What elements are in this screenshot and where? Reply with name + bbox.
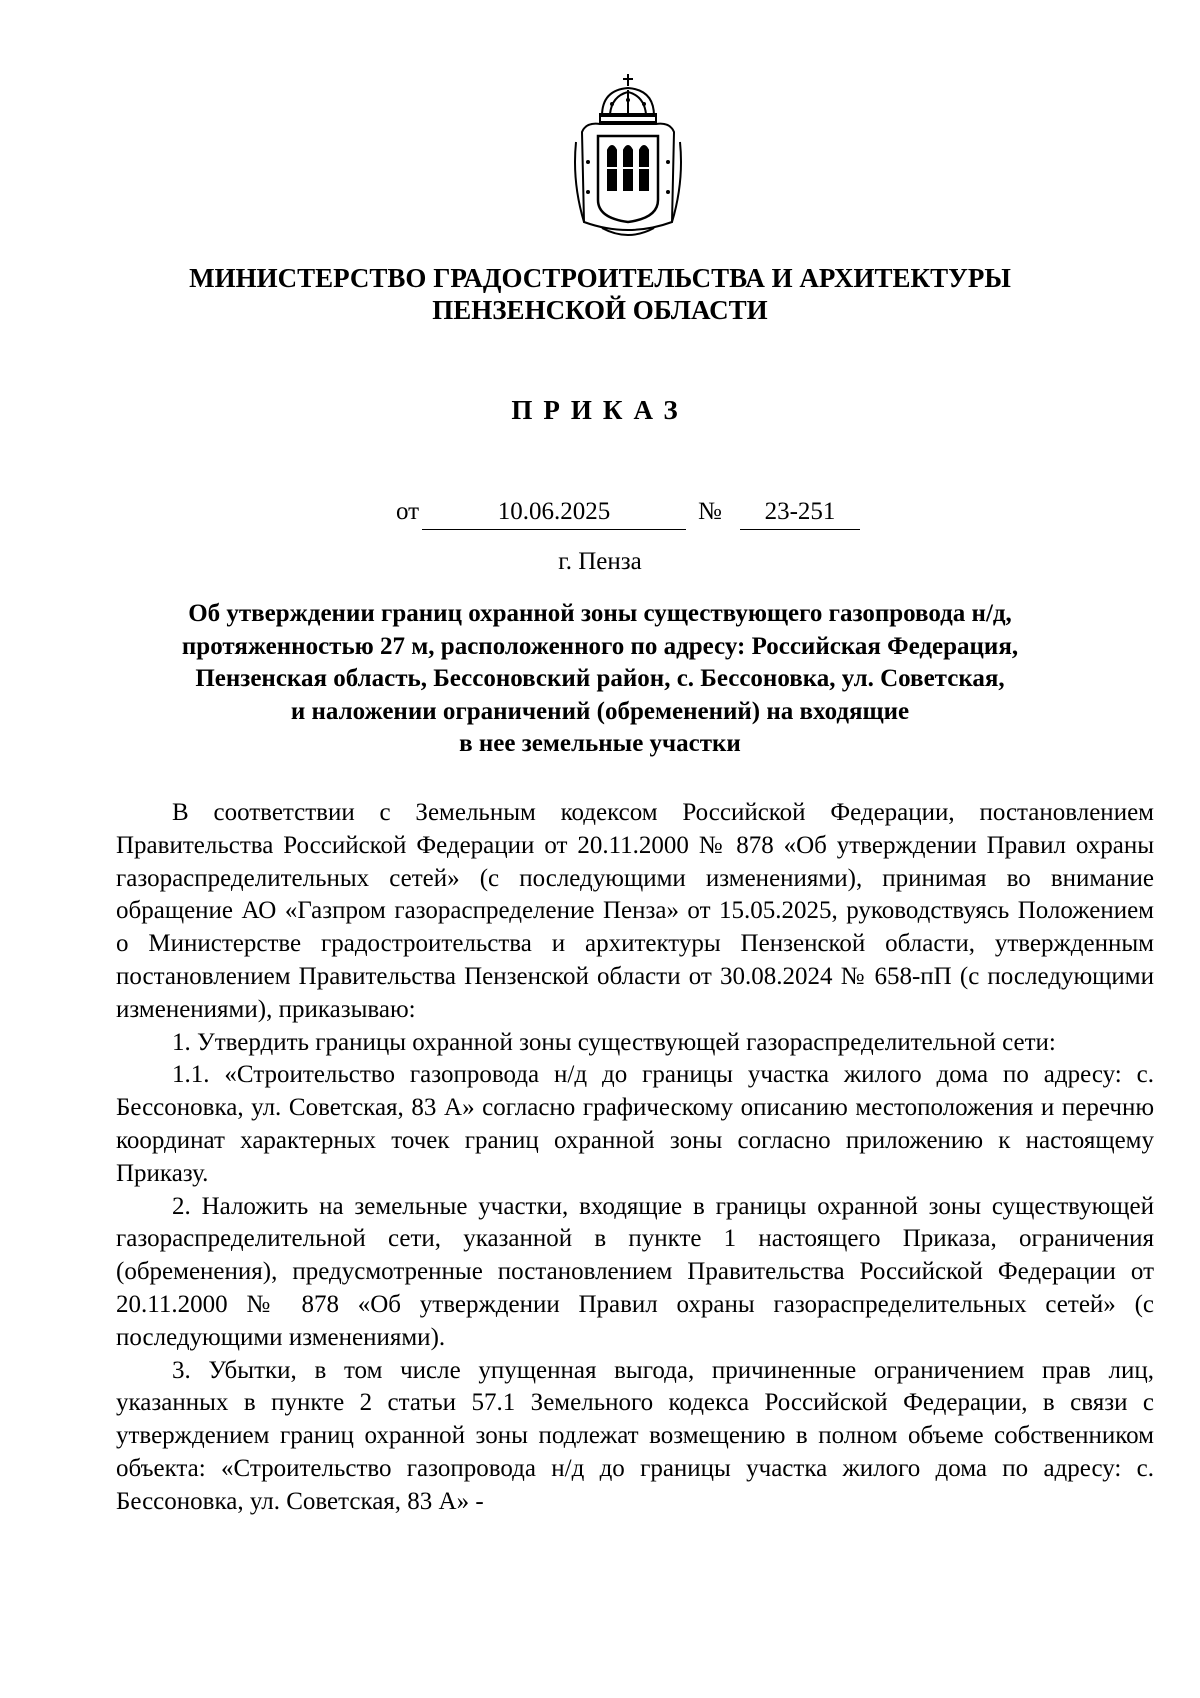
subject-line-4: и наложении ограничений (обременений) на входящие xyxy=(290,697,910,725)
paragraph-item-1: 1. Утвердить границы охранной зоны существующей газораспределительной сети: xyxy=(172,1028,1056,1056)
paragraph-item-2: 2. Наложить на земельные участки, входящие в границы охранной зоны существующей газораспределительной сети, указанной в пункте 1 настоящего Приказа, ограничения (обременения), предусмотренные постановлением Правительства Российской Федерации от 20.11.2000 № 878 «Об утверждении Правил охраны газораспределительных сетей» (с последующими изменениями). xyxy=(116,1192,1154,1351)
document-type: ПРИКАЗ xyxy=(511,395,689,425)
number-label: № xyxy=(698,498,722,525)
coat-of-arms-icon xyxy=(572,72,684,240)
city: г. Пенза xyxy=(558,548,642,575)
ministry-line-1: МИНИСТЕРСТВО ГРАДОСТРОИТЕЛЬСТВА И АРХИТЕКТУРЫ xyxy=(189,263,1011,293)
order-body xyxy=(116,797,1154,1519)
date-number-line xyxy=(396,496,866,530)
ministry-name xyxy=(0,262,1200,326)
order-subject xyxy=(130,598,1070,761)
ministry-line-2: ПЕНЗЕНСКОЙ ОБЛАСТИ xyxy=(432,295,768,325)
order-date: 10.06.2025 xyxy=(422,495,686,530)
paragraph-preamble: В соответствии с Земельным кодексом Российской Федерации, постановлением Правительства Российской Федерации от 20.11.2000 № 878 «Об утверждении Правил охраны газораспределительных сетей» (с последующими изменениями), принимая во внимание обращение АО «Газпром газораспределение Пенза» от 15.05.2025, руководствуясь Положением о Министерстве градостроительства и архитектуры Пензенской области, утвержденным постановлением Правительства Пензенской области от 30.08.2024 № 658-пП (с последующими изменениями), приказываю: xyxy=(116,799,1154,1023)
subject-line-5: в нее земельные участки xyxy=(459,730,741,757)
subject-line-2: протяженностью 27 м, расположенного по адресу: Российская Федерация, xyxy=(181,632,1019,660)
paragraph-item-3: 3. Убытки, в том числе упущенная выгода, причиненные ограничением прав лиц, указанных в пункте 2 статьи 57.1 Земельного кодекса Российской Федерации, в связи с утверждением границ охранной зоны подлежат возмещению в полном объеме собственником объекта: «Строительство газопровода н/д до границы участка жилого дома по адресу: с. Бессоновка, ул. Советская, 83 А» - xyxy=(116,1356,1154,1515)
paragraph-item-1-1: 1.1. «Строительство газопровода н/д до границы участка жилого дома по адресу: с. Бессоновка, ул. Советская, 83 А» согласно графическому описанию местоположения и перечню координат характерных точек границ охранной зоны согласно приложению к настоящему Приказу. xyxy=(116,1061,1154,1187)
subject-line-1: Об утверждении границ охранной зоны существующего газопровода н/д, xyxy=(188,600,1012,627)
subject-line-3: Пензенская область, Бессоновский район, с. Бессоновка, ул. Советская, xyxy=(195,665,1005,692)
order-number: 23-251 xyxy=(740,495,860,530)
date-label: от xyxy=(396,498,420,525)
